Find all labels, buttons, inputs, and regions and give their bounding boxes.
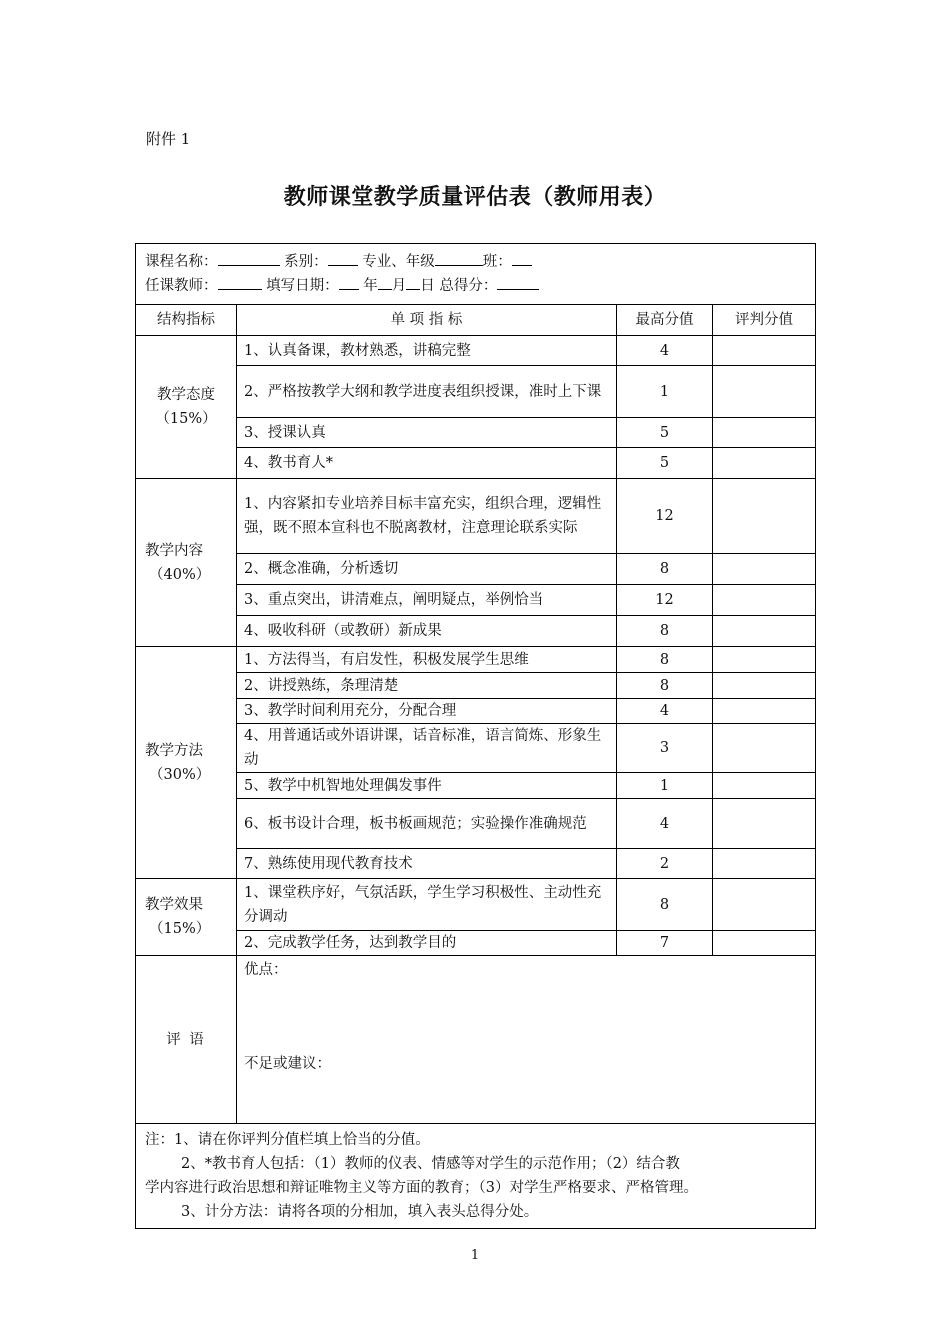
teacher-field[interactable] — [218, 274, 262, 290]
criterion-text: 5、教学中机智地处理偶发事件 — [237, 773, 617, 799]
max-score: 4 — [617, 699, 713, 724]
score-input-cell[interactable] — [713, 879, 816, 931]
score-input-cell[interactable] — [713, 585, 816, 616]
score-input-cell[interactable] — [713, 418, 816, 448]
criterion-row — [136, 647, 816, 673]
section-name: 教学效果 — [145, 897, 203, 913]
year-label: 年 — [363, 278, 378, 294]
score-input-cell[interactable] — [713, 931, 816, 956]
note-3: 3、计分方法：请将各项的分相加，填入表头总得分处。 — [181, 1204, 539, 1220]
score-input-cell[interactable] — [713, 336, 816, 366]
total-score-label: 总得分： — [439, 278, 498, 294]
section-category — [136, 479, 237, 647]
section-weight: （15%） — [155, 411, 217, 427]
score-input-cell[interactable] — [713, 724, 816, 773]
comments-label: 评 语 — [136, 956, 237, 1124]
col-header-structure: 结构指标 — [136, 305, 237, 336]
criterion-text: 1、内容紧扣专业培养目标丰富充实，组织合理，逻辑性强，既不照本宣科也不脱离教材，注意理论联系实际 — [237, 479, 617, 554]
comments-area[interactable] — [237, 956, 816, 1124]
criterion-text: 2、概念准确，分析透切 — [237, 554, 617, 585]
criterion-row — [136, 366, 816, 418]
max-score: 8 — [617, 616, 713, 647]
section-category — [136, 647, 237, 879]
attachment-label: 附件 1 — [146, 130, 191, 148]
fill-date-label: 填写日期： — [266, 278, 339, 294]
comments-row — [136, 956, 816, 1124]
year-field[interactable] — [339, 274, 359, 290]
criterion-row — [136, 448, 816, 479]
note-1: 注：1、请在你评判分值栏填上恰当的分值。 — [145, 1132, 430, 1148]
strengths-label: 优点： — [244, 962, 288, 978]
total-score-field[interactable] — [497, 274, 539, 290]
score-input-cell[interactable] — [713, 448, 816, 479]
note-2-line-2: 学内容进行政治思想和辩证唯物主义等方面的教育；（3）对学生严格要求、严格管理。 — [145, 1180, 698, 1196]
score-input-cell[interactable] — [713, 799, 816, 849]
score-input-cell[interactable] — [713, 647, 816, 673]
score-input-cell[interactable] — [713, 699, 816, 724]
info-line-1 — [145, 250, 806, 274]
weaknesses-label: 不足或建议： — [244, 1056, 331, 1072]
max-score: 12 — [617, 585, 713, 616]
section-category — [136, 879, 237, 956]
criterion-row — [136, 616, 816, 647]
score-input-cell[interactable] — [713, 849, 816, 879]
max-score: 12 — [617, 479, 713, 554]
section-category — [136, 336, 237, 479]
notes-cell — [136, 1124, 816, 1229]
max-score: 3 — [617, 724, 713, 773]
class-label: 班： — [482, 254, 512, 270]
major-grade-field[interactable] — [435, 250, 483, 266]
criterion-row — [136, 879, 816, 931]
column-header-row — [136, 305, 816, 336]
criterion-text: 3、重点突出，讲清难点，阐明疑点，举例恰当 — [237, 585, 617, 616]
section-name: 教学方法 — [145, 742, 203, 759]
criterion-text: 2、完成教学任务，达到教学目的 — [237, 931, 617, 956]
criterion-text: 4、吸收科研（或教研）新成果 — [237, 616, 617, 647]
max-score: 7 — [617, 931, 713, 956]
page-title: 教师课堂教学质量评估表（教师用表） — [283, 184, 667, 210]
month-label: 月 — [391, 278, 407, 294]
class-field[interactable] — [512, 250, 532, 266]
max-score: 8 — [617, 554, 713, 585]
max-score: 8 — [617, 673, 713, 699]
criterion-row — [136, 673, 816, 699]
criterion-text: 3、授课认真 — [237, 418, 617, 448]
criterion-row — [136, 418, 816, 448]
info-line-2 — [145, 274, 806, 298]
max-score: 1 — [617, 366, 713, 418]
col-header-given-score: 评判分值 — [713, 305, 816, 336]
section-name: 教学态度 — [157, 387, 215, 403]
month-field[interactable] — [378, 274, 392, 290]
notes-row — [136, 1124, 816, 1229]
section-weight: （30%） — [149, 766, 211, 783]
score-input-cell[interactable] — [713, 366, 816, 418]
department-label: 系别： — [284, 254, 328, 270]
criterion-row — [136, 773, 816, 799]
course-name-label: 课程名称： — [145, 254, 218, 270]
score-input-cell[interactable] — [713, 616, 816, 647]
department-field[interactable] — [328, 250, 358, 266]
criterion-text: 4、教书育人* — [237, 448, 617, 479]
criterion-row — [136, 336, 816, 366]
section-weight: （15%） — [149, 921, 211, 937]
criterion-row — [136, 479, 816, 554]
criterion-text: 2、严格按教学大纲和教学进度表组织授课，准时上下课 — [237, 366, 617, 418]
day-label: 日 — [420, 278, 435, 294]
section-weight: （40%） — [149, 566, 211, 583]
criterion-text: 7、熟练使用现代教育技术 — [237, 849, 617, 879]
evaluation-table — [135, 243, 816, 1229]
criterion-row — [136, 849, 816, 879]
max-score: 5 — [617, 418, 713, 448]
col-header-item: 单 项 指 标 — [237, 305, 617, 336]
max-score: 4 — [617, 336, 713, 366]
score-input-cell[interactable] — [713, 673, 816, 699]
major-grade-label: 专业、年级 — [362, 254, 435, 270]
criterion-row — [136, 931, 816, 956]
max-score: 8 — [617, 647, 713, 673]
max-score: 2 — [617, 849, 713, 879]
criterion-row — [136, 799, 816, 849]
criterion-text: 2、讲授熟练，条理清楚 — [237, 673, 617, 699]
criterion-row — [136, 585, 816, 616]
max-score: 1 — [617, 773, 713, 799]
note-2-line-1: 2、*教书育人包括：（1）教师的仪表、情感等对学生的示范作用；（2）结合教 — [181, 1156, 680, 1172]
criterion-row — [136, 554, 816, 585]
score-input-cell[interactable] — [713, 554, 816, 585]
criterion-text: 4、用普通话或外语讲课，话音标准，语言简炼、形象生动 — [237, 724, 617, 773]
page-number: 1 — [470, 1248, 480, 1263]
criterion-text: 6、板书设计合理，板书板画规范；实验操作准确规范 — [237, 799, 617, 849]
score-input-cell[interactable] — [713, 773, 816, 799]
teacher-label: 任课教师： — [145, 278, 218, 294]
score-input-cell[interactable] — [713, 479, 816, 554]
max-score: 4 — [617, 799, 713, 849]
criterion-text: 3、教学时间利用充分，分配合理 — [237, 699, 617, 724]
day-field[interactable] — [406, 274, 420, 290]
course-name-field[interactable] — [218, 250, 280, 266]
criterion-text: 1、方法得当，有启发性，积极发展学生思维 — [237, 647, 617, 673]
section-name: 教学内容 — [145, 542, 203, 559]
criterion-text: 1、课堂秩序好，气氛活跃，学生学习积极性、主动性充分调动 — [237, 879, 617, 931]
criterion-row — [136, 724, 816, 773]
max-score: 5 — [617, 448, 713, 479]
info-row — [136, 244, 816, 305]
criterion-row — [136, 699, 816, 724]
col-header-max-score: 最高分值 — [617, 305, 713, 336]
max-score: 8 — [617, 879, 713, 931]
criterion-text: 1、认真备课，教材熟悉，讲稿完整 — [237, 336, 617, 366]
